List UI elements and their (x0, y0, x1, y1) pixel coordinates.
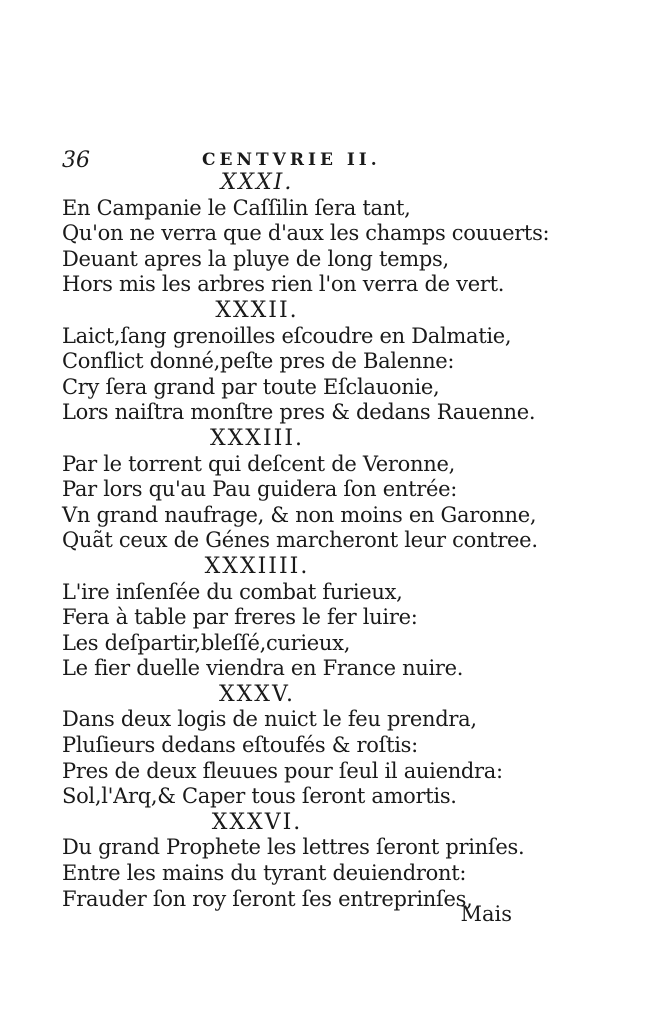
verse-line: En Campanie le Caſſilin ſera tant, (62, 195, 411, 220)
quatrain-number: XXXI. (220, 170, 294, 195)
verse-line: Fera à table par freres le fer luire: (62, 605, 418, 630)
verse-line: Conflict donné,peſte pres de Balenne: (62, 349, 455, 374)
verse-line: Dans deux logis de nuict le feu prendra, (62, 707, 477, 732)
quatrain (62, 810, 532, 912)
quatrain-number: XXXIII. (209, 425, 305, 451)
quatrain-number: XXXV. (218, 681, 296, 707)
verse-line: Deuant apres la pluye de long temps, (62, 246, 449, 271)
catchword: Mais (460, 902, 512, 926)
verse-line: Du grand Prophete les lettres ſeront prinſes. (62, 835, 525, 860)
verse-line: Entre les mains du tyrant deuiendront: (62, 861, 467, 886)
verse-line: Sol,l'Arq,& Caper tous ſeront amortis. (62, 784, 457, 809)
quatrain-number: XXXIIII. (204, 553, 310, 579)
quatrain (62, 425, 538, 554)
quatrain-number: XXXII. (215, 297, 299, 323)
page-body (62, 170, 550, 912)
verse-line: Vn grand naufrage, & non moins en Garonne, (62, 502, 537, 527)
verse-line: L'ire inſenſée du combat furieux, (62, 579, 403, 604)
quatrain-number: XXXVI. (211, 809, 303, 835)
verse-line: Hors mis les arbres rien l'on verra de vert. (62, 272, 505, 297)
quatrain (62, 297, 536, 426)
quatrain (62, 682, 532, 810)
verse-line: Pres de deux fleuues pour ſeul il auiendra: (62, 758, 503, 783)
verse-line: Lors naiſtra monſtre pres & dedans Rauenne. (62, 400, 536, 425)
verse-line: Par lors qu'au Pau guidera ſon entrée: (62, 477, 458, 502)
verse-line: Pluſieurs dedans eſtoufés & roſtis: (62, 733, 418, 758)
verse-line: Cry ſera grand par toute Eſclauonie, (62, 374, 440, 399)
verse-line: Frauder ſon roy ſeront ſes entreprinſes, (62, 886, 473, 911)
verse-line: Par le torrent qui deſcent de Veronne, (62, 451, 455, 476)
page-number: 36 (62, 148, 90, 173)
verse-line: Le fier duelle viendra en France nuire. (62, 656, 464, 681)
running-head: CENTVRIE II. (202, 150, 381, 170)
verse-line: Les deſpartir,bleſſé,curieux, (62, 630, 351, 655)
verse-line: Laict,ſang grenoilles eſcoudre en Dalmatie, (62, 323, 512, 348)
quatrain (62, 554, 532, 682)
quatrain (62, 170, 550, 298)
verse-line: Qu'on ne verra que d'aux les champs couuerts: (62, 221, 550, 246)
verse-line: Quãt ceux de Génes marcheront leur contree. (62, 528, 538, 553)
